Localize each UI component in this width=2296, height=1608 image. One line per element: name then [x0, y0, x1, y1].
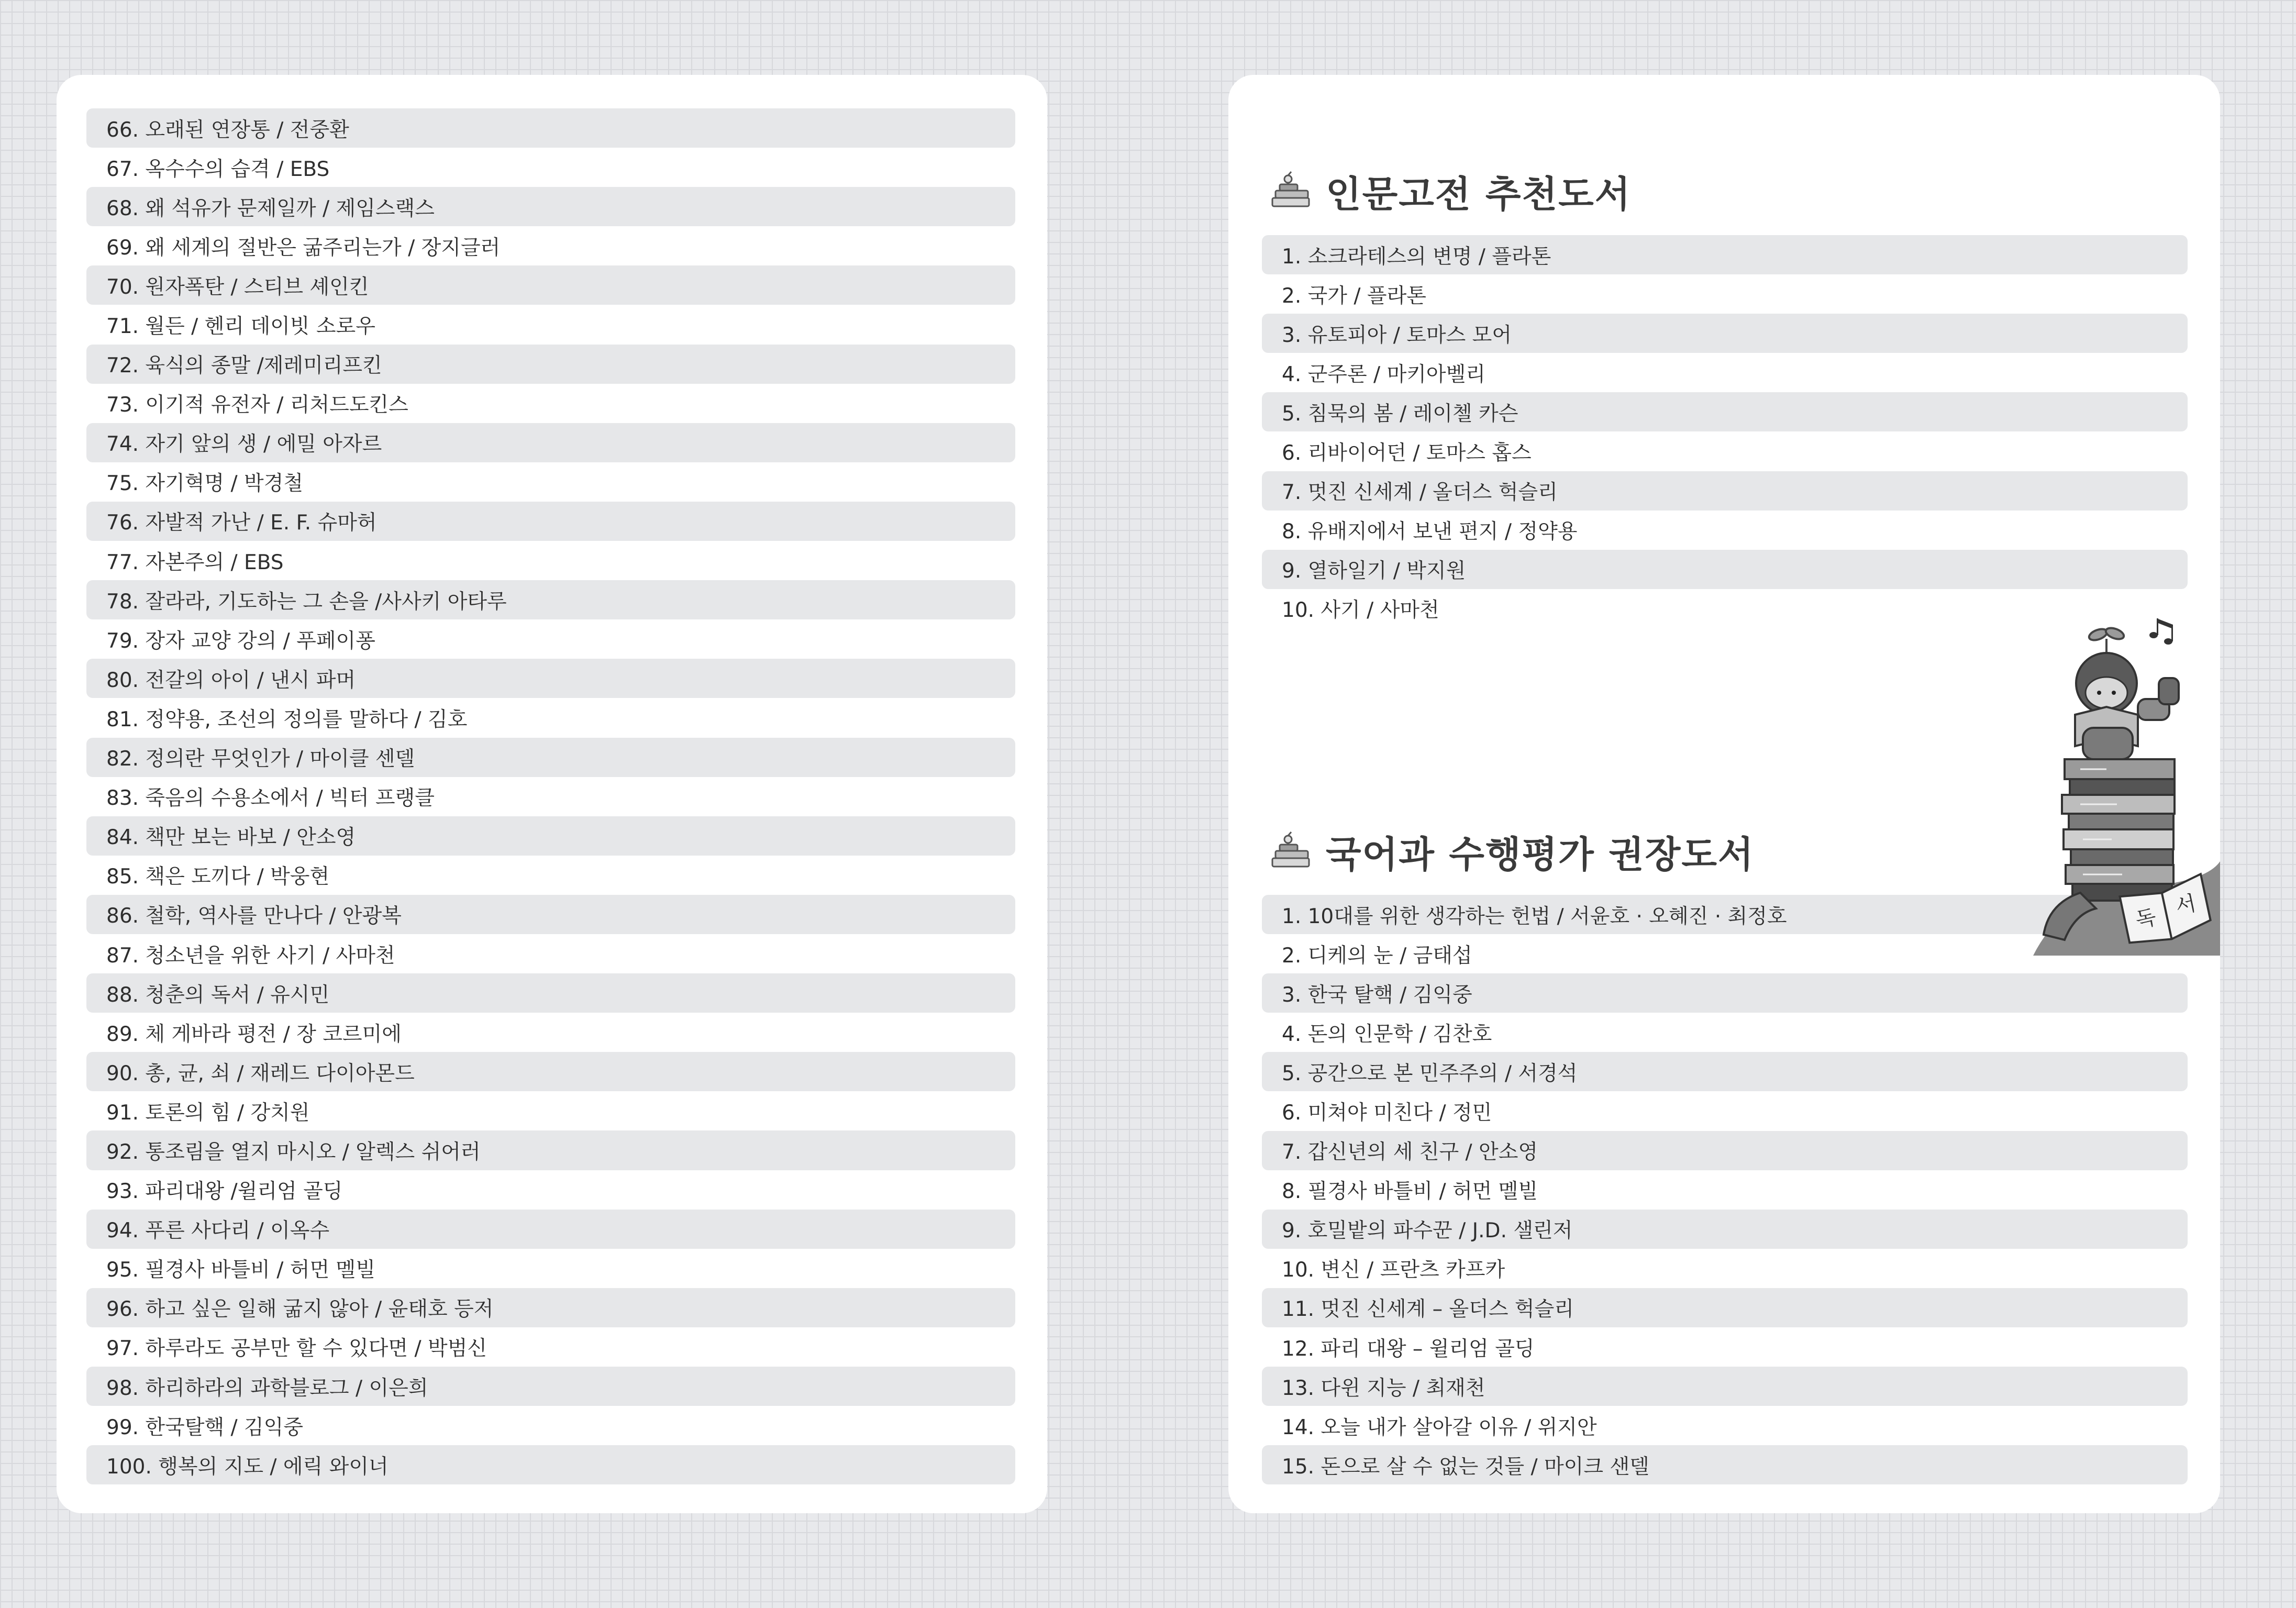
book-list-item: 77. 자본주의 / EBS	[106, 550, 284, 574]
book-list-item: 86. 철학, 역사를 만나다 / 안광복	[86, 895, 1015, 934]
classics-book-item: 5. 침묵의 봄 / 레이첼 카슨	[1262, 392, 2188, 431]
korean-book-item: 11. 멋진 신세계 – 올더스 헉슬리	[1262, 1288, 2188, 1327]
classics-book-item: 10. 사기 / 사마천	[1282, 598, 1439, 623]
book-list-item: 66. 오래된 연장통 / 전중환	[86, 108, 1015, 148]
classics-book-item: 4. 군주론 / 마키아벨리	[1282, 362, 1485, 386]
classics-section-heading	[1268, 165, 1631, 218]
book-list-item: 91. 토론의 힘 / 강치원	[106, 1101, 310, 1125]
book-list-item: 78. 잘라라, 기도하는 그 손을 /사사키 아타루	[86, 580, 1015, 619]
korean-book-item: 9. 호밀밭의 파수꾼 / J.D. 샐린저	[1262, 1210, 2188, 1249]
korean-book-item: 8. 필경사 바틀비 / 허먼 멜빌	[1282, 1180, 1538, 1204]
korean-book-item: 12. 파리 대왕 – 윌리엄 골딩	[1282, 1337, 1535, 1361]
korean-section-heading	[1268, 825, 1755, 878]
korean-book-item: 10. 변신 / 프란츠 카프카	[1282, 1258, 1505, 1282]
right-page-card	[1228, 75, 2220, 1513]
book-list-item: 88. 청춘의 독서 / 유시민	[86, 973, 1015, 1013]
book-list-66-100	[86, 108, 1015, 1484]
book-stack-icon	[1268, 831, 1316, 873]
book-list-item: 80. 전갈의 아이 / 낸시 파머	[86, 659, 1015, 698]
book-list-item: 92. 통조림을 열지 마시오 / 알렉스 쉬어러	[86, 1130, 1015, 1170]
korean-book-item: 2. 디케의 눈 / 금태섭	[1282, 944, 1472, 968]
book-list-item: 100. 행복의 지도 / 에릭 와이너	[86, 1445, 1015, 1484]
book-list-item: 83. 죽음의 수용소에서 / 빅터 프랭클	[106, 786, 435, 811]
classics-book-item: 2. 국가 / 플라톤	[1282, 284, 1426, 308]
book-list-item: 98. 하리하라의 과학블로그 / 이은희	[86, 1367, 1015, 1406]
book-list-item: 84. 책만 보는 바보 / 안소영	[86, 816, 1015, 856]
classics-title: 인문고전 추천도서	[1326, 173, 1632, 216]
korean-book-item: 4. 돈의 인문학 / 김찬호	[1282, 1022, 1492, 1046]
book-list-item: 71. 월든 / 헨리 데이빗 소로우	[106, 315, 375, 339]
book-list-item: 89. 체 게바라 평전 / 장 코르미에	[106, 1022, 402, 1046]
korean-book-item: 15. 돈으로 살 수 없는 것들 / 마이크 샌델	[1262, 1445, 2188, 1484]
book-list-item: 69. 왜 세계의 절반은 굶주리는가 / 장지글러	[106, 236, 501, 260]
classics-book-item: 6. 리바이어던 / 토마스 홉스	[1282, 441, 1532, 465]
book-list-item: 94. 푸른 사다리 / 이옥수	[86, 1210, 1015, 1249]
book-list-item: 79. 장자 교양 강의 / 푸페이퐁	[106, 629, 375, 653]
book-list-item: 90. 총, 균, 쇠 / 재레드 다이아몬드	[86, 1052, 1015, 1091]
book-list-item: 74. 자기 앞의 생 / 에밀 아자르	[86, 423, 1015, 462]
classics-book-item: 1. 소크라테스의 변명 / 플라톤	[1262, 235, 2188, 274]
book-list-item: 67. 옥수수의 습격 / EBS	[106, 157, 330, 181]
book-list-item: 85. 책은 도끼다 / 박웅현	[106, 865, 330, 889]
book-list-item: 70. 원자폭탄 / 스티브 셰인킨	[86, 265, 1015, 305]
classics-book-item: 3. 유토피아 / 토마스 모어	[1262, 314, 2188, 353]
book-list-item: 82. 정의란 무엇인가 / 마이클 센델	[86, 738, 1015, 777]
book-list-item: 95. 필경사 바틀비 / 허먼 멜빌	[106, 1258, 375, 1282]
music-note-icon	[2149, 618, 2173, 645]
book-list-item: 75. 자기혁명 / 박경철	[106, 472, 304, 496]
left-page-card	[57, 75, 1047, 1513]
classics-book-item: 9. 열하일기 / 박지원	[1262, 550, 2188, 589]
book-list-item: 87. 청소년을 위한 사기 / 사마천	[106, 944, 395, 968]
korean-book-item: 13. 다윈 지능 / 최재천	[1262, 1367, 2188, 1406]
classics-book-item: 8. 유배지에서 보낸 편지 / 정약용	[1282, 520, 1578, 544]
book-list-item: 93. 파리대왕 /윌리엄 골딩	[106, 1180, 343, 1204]
book-list-item: 68. 왜 석유가 문제일까 / 제임스랙스	[86, 187, 1015, 226]
book-list-item: 96. 하고 싶은 일해 굶지 않아 / 윤태호 등저	[86, 1288, 1015, 1327]
book-list-item: 73. 이기적 유전자 / 리처드도킨스	[106, 393, 408, 417]
korean-book-item: 14. 오늘 내가 살아갈 이유 / 위지안	[1282, 1415, 1597, 1439]
korean-book-item: 6. 미쳐야 미친다 / 정민	[1282, 1101, 1492, 1125]
classics-book-item: 7. 멋진 신세계 / 올더스 헉슬리	[1262, 471, 2188, 511]
korean-title: 국어과 수행평가 권장도서	[1326, 833, 1755, 876]
book-stack-icon	[1268, 171, 1316, 213]
book-list-item: 97. 하루라도 공부만 할 수 있다면 / 박범신	[106, 1337, 487, 1361]
child-reading-on-books-illustration	[2033, 526, 2220, 956]
book-list-item: 81. 정약용, 조선의 정의를 말하다 / 김호	[106, 707, 468, 731]
korean-book-item: 7. 갑신년의 세 친구 / 안소영	[1262, 1131, 2188, 1170]
open-book-char-1: 독	[2133, 905, 2159, 933]
book-list-item: 76. 자발적 가난 / E. F. 슈마허	[86, 502, 1015, 541]
korean-book-item: 5. 공간으로 본 민주주의 / 서경석	[1262, 1052, 2188, 1091]
korean-book-list	[1262, 895, 2188, 1484]
book-list-item: 72. 육식의 종말 /제레미리프킨	[86, 345, 1015, 384]
book-list-item: 99. 한국탈핵 / 김익중	[106, 1415, 304, 1439]
open-book-char-2: 서	[2173, 891, 2199, 919]
korean-book-item: 3. 한국 탈핵 / 김익중	[1262, 973, 2188, 1013]
korean-book-item: 1. 10대를 위한 생각하는 헌법 / 서윤호 · 오혜진 · 최정호	[1262, 895, 2188, 934]
